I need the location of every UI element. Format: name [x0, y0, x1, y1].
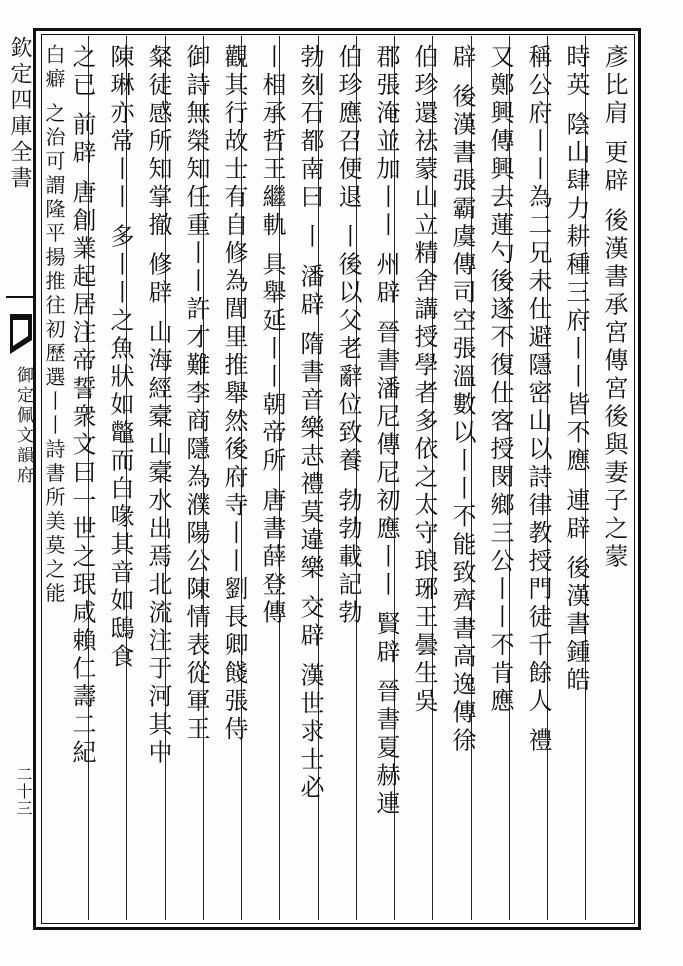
margin-column — [6, 36, 32, 916]
text-column: 又鄭興傳興去蓮勺後遂不復仕客授閔鄉三公丨丨不肯應 — [486, 44, 514, 716]
text-column: 郡張淹並加丨丨 州辟 晉書潘尼傳尼初應丨丨 賢辟 晉書夏赫連 — [372, 44, 400, 819]
text-column: 白癖 之治可謂隆平揚推往初歷選丨丨詩書所美莫之能 — [42, 44, 66, 607]
text-column: 稱公府丨丨為二兄未仕避隱密山以詩律教授門徒千餘人 禮 — [524, 44, 552, 756]
text-column: 伯珍應召便退 丨後以父老辭位致養 勃勃載記勃 — [334, 44, 362, 628]
margin-rule — [6, 296, 36, 298]
text-column: 觀其行故士有自修為閭里推舉然後府寺丨丨劉長卿餞張侍 — [220, 44, 248, 744]
text-column: 勃刻石都南曰 丨 潘辟 隋書音樂志禮莫違樂 交辟 漢世求士必 — [296, 44, 324, 803]
page-number: 二十三 — [14, 766, 33, 817]
text-column: 彥比肩 更辟 後漢書承宮傳宮後與妻子之蒙 — [600, 44, 628, 572]
text-column: 陳琳亦常丨丨 多丨丨之魚狀如鼈而白喙其音如鴟食 — [106, 44, 134, 672]
text-column: 時英 陰山肆力耕種三府丨丨皆不應 連辟 後漢書鍾皓 — [562, 44, 590, 695]
text-column: 之已 前辟 唐創業起居注帝誓衆文曰一世之珉咸賴仁壽二紀 — [68, 44, 96, 768]
text-column: 御詩無榮知任重丨丨許才難李商隱為濮陽公陳情表從軍王 — [182, 44, 210, 744]
text-column: 粲徒感所知掌撤 修辟 山海經槖山槖水出焉北流注于河其中 — [144, 44, 172, 768]
volume-label: 御定佩文韻府 — [13, 366, 33, 486]
fish-tail-icon — [8, 314, 34, 354]
text-column: 辟 後漢書張霸虞傳司空張溫數以丨丨不能致齊書高逸傳徐 — [448, 44, 476, 756]
margin-title: 欽定四庫全書 — [7, 36, 32, 192]
text-column: 丨相承哲王繼軌 具舉延丨丨朝帝所 唐書薛登傳 — [258, 44, 286, 628]
text-column: 伯珍還祛蒙山立精舍講授學者多依之太守琅琊王曇生吳 — [410, 44, 438, 716]
